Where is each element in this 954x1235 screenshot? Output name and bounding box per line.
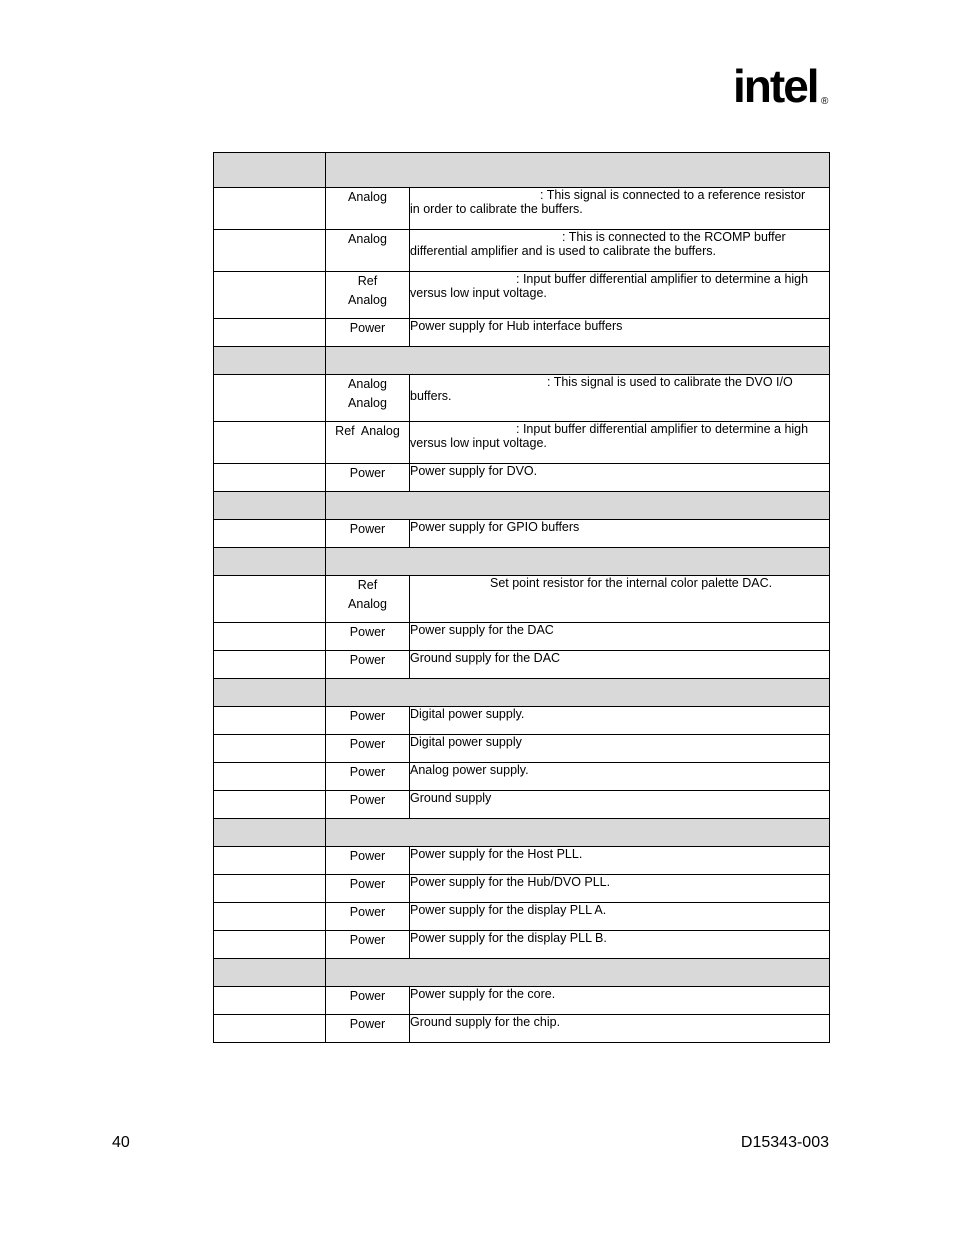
signal-type-cell <box>326 464 410 492</box>
signal-description-text: Ground supply for the DAC <box>410 651 561 665</box>
signal-description-cell <box>410 931 830 959</box>
signal-name-cell <box>214 791 326 819</box>
intel-logo-wordmark: intel <box>733 60 818 112</box>
signal-description-cell <box>410 987 830 1015</box>
signal-name-cell <box>214 422 326 464</box>
signal-type-cell <box>326 931 410 959</box>
signal-description-cell <box>410 576 830 623</box>
signal-description-text: differential amplifier and is used to calibrate the buffers. <box>410 244 716 258</box>
signal-type-text: Analog <box>348 377 387 391</box>
section-header-cell <box>214 959 326 987</box>
section-header-row <box>214 959 830 987</box>
section-header-row <box>214 548 830 576</box>
signal-row <box>214 319 830 347</box>
signal-type-text: Ref Analog <box>335 424 400 438</box>
signal-name-cell <box>214 272 326 319</box>
section-header-cell <box>214 548 326 576</box>
signal-type-cell <box>326 651 410 679</box>
signal-type-text: Power <box>349 933 386 947</box>
section-header-row <box>214 153 830 188</box>
signal-type-text: Power <box>349 737 386 751</box>
signal-type-cell <box>326 576 410 623</box>
signal-description-text: Power supply for the core. <box>410 987 556 1001</box>
signal-description-text: Power supply for the Host PLL. <box>410 847 583 861</box>
signal-row <box>214 520 830 548</box>
signal-row <box>214 903 830 931</box>
signal-description-text: : This signal is connected to a reference resistor <box>540 188 806 202</box>
signal-description-cell <box>410 763 830 791</box>
section-header-title-cell <box>326 548 830 576</box>
signal-name-cell <box>214 576 326 623</box>
signal-name-cell <box>214 875 326 903</box>
signal-type-cell <box>326 847 410 875</box>
signal-description-text: in order to calibrate the buffers. <box>410 202 583 216</box>
signal-type-cell <box>326 763 410 791</box>
signal-row <box>214 188 830 230</box>
signal-row <box>214 707 830 735</box>
signal-description-cell <box>410 520 830 548</box>
signal-type-text: Power <box>349 1017 386 1031</box>
signal-description-text: : This is connected to the RCOMP buffer <box>562 230 786 244</box>
signal-name-cell <box>214 651 326 679</box>
signal-type-text: Analog <box>348 232 387 246</box>
signal-type-text: Power <box>349 466 386 480</box>
signal-name-cell <box>214 520 326 548</box>
document-id: D15343-003 <box>740 1134 829 1151</box>
signal-description-text: Power supply for the DAC <box>410 623 554 637</box>
signal-row <box>214 230 830 272</box>
signal-row <box>214 464 830 492</box>
signal-type-text: Analog <box>348 597 387 611</box>
signal-type-text: Power <box>349 653 386 667</box>
signal-type-cell <box>326 623 410 651</box>
signal-type-cell <box>326 188 410 230</box>
signal-description-cell <box>410 375 830 422</box>
signal-name-cell <box>214 847 326 875</box>
signal-type-text: Power <box>349 989 386 1003</box>
signal-type-cell <box>326 791 410 819</box>
signal-row <box>214 791 830 819</box>
section-header-cell <box>214 679 326 707</box>
signal-row <box>214 931 830 959</box>
signal-description-text: Power supply for the Hub/DVO PLL. <box>410 875 611 889</box>
signal-row <box>214 847 830 875</box>
signal-type-cell <box>326 520 410 548</box>
signal-name-cell <box>214 987 326 1015</box>
signal-type-cell <box>326 319 410 347</box>
signal-name-cell <box>214 188 326 230</box>
signal-description-text: Digital power supply <box>410 735 522 749</box>
signal-type-text: Power <box>349 522 386 536</box>
signal-type-text: Ref <box>357 274 378 288</box>
signal-description-text: : Input buffer differential amplifier to determine a high <box>516 422 809 436</box>
signal-description-text: buffers. <box>410 389 452 403</box>
section-header-row <box>214 819 830 847</box>
signal-description-text: Power supply for GPIO buffers <box>410 520 580 534</box>
signal-description-text: Power supply for Hub interface buffers <box>410 319 623 333</box>
signal-description-text: : Input buffer differential amplifier to determine a high <box>516 272 809 286</box>
section-header-cell <box>214 153 326 188</box>
signal-description-cell <box>410 272 830 319</box>
signal-type-cell <box>326 875 410 903</box>
signal-description-text: Ground supply <box>410 791 492 805</box>
signal-description-text: Power supply for the display PLL A. <box>410 903 607 917</box>
signal-description-cell <box>410 319 830 347</box>
section-header-title-cell <box>326 959 830 987</box>
signal-row <box>214 735 830 763</box>
signal-type-text: Analog <box>348 293 387 307</box>
signal-row <box>214 875 830 903</box>
signal-description-cell <box>410 1015 830 1043</box>
signal-type-cell <box>326 987 410 1015</box>
signal-type-text: Power <box>349 877 386 891</box>
signal-name-cell <box>214 763 326 791</box>
signal-row <box>214 651 830 679</box>
section-header-cell <box>214 347 326 375</box>
signal-type-text: Power <box>349 849 386 863</box>
signal-description-text: versus low input voltage. <box>410 286 547 300</box>
signal-description-cell <box>410 651 830 679</box>
signal-name-cell <box>214 623 326 651</box>
signal-description-cell <box>410 707 830 735</box>
signal-type-text: Power <box>349 905 386 919</box>
section-header-row <box>214 347 830 375</box>
signal-description-table <box>213 152 830 1043</box>
signal-type-cell <box>326 422 410 464</box>
signal-table-body <box>214 153 830 1043</box>
signal-row <box>214 375 830 422</box>
signal-name-cell <box>214 931 326 959</box>
signal-type-text: Power <box>349 765 386 779</box>
intel-logo <box>733 58 833 118</box>
registered-mark: ® <box>821 96 829 107</box>
signal-type-cell <box>326 735 410 763</box>
signal-description-text: Digital power supply. <box>410 707 525 721</box>
signal-type-cell <box>326 903 410 931</box>
signal-type-cell <box>326 1015 410 1043</box>
signal-name-cell <box>214 230 326 272</box>
signal-type-cell <box>326 375 410 422</box>
signal-description-cell <box>410 791 830 819</box>
signal-description-cell <box>410 875 830 903</box>
signal-type-text: Analog <box>348 396 387 410</box>
section-header-title-cell <box>326 492 830 520</box>
signal-name-cell <box>214 707 326 735</box>
section-header-title-cell <box>326 679 830 707</box>
signal-row <box>214 576 830 623</box>
signal-name-cell <box>214 319 326 347</box>
signal-description-text: Power supply for DVO. <box>410 464 538 478</box>
signal-name-cell <box>214 735 326 763</box>
page-number: 40 <box>112 1134 130 1151</box>
signal-description-text: Analog power supply. <box>410 763 529 777</box>
signal-row <box>214 1015 830 1043</box>
signal-type-text: Power <box>349 793 386 807</box>
section-header-row <box>214 679 830 707</box>
signal-row <box>214 272 830 319</box>
signal-type-text: Power <box>349 321 386 335</box>
signal-description-text: Set point resistor for the internal color palette DAC. <box>490 576 773 590</box>
signal-type-cell <box>326 230 410 272</box>
signal-type-cell <box>326 272 410 319</box>
signal-description-cell <box>410 464 830 492</box>
signal-row <box>214 422 830 464</box>
signal-type-text: Ref <box>357 578 378 592</box>
section-header-cell <box>214 492 326 520</box>
signal-name-cell <box>214 1015 326 1043</box>
signal-type-text: Power <box>349 709 386 723</box>
signal-description-text: versus low input voltage. <box>410 436 547 450</box>
signal-row <box>214 987 830 1015</box>
signal-description-cell <box>410 188 830 230</box>
signal-name-cell <box>214 464 326 492</box>
section-header-row <box>214 492 830 520</box>
signal-description-cell <box>410 623 830 651</box>
signal-description-cell <box>410 735 830 763</box>
signal-description-cell <box>410 847 830 875</box>
signal-description-text: : This signal is used to calibrate the DVO I/O <box>547 375 793 389</box>
signal-description-cell <box>410 422 830 464</box>
signal-name-cell <box>214 903 326 931</box>
signal-description-cell <box>410 230 830 272</box>
section-header-title-cell <box>326 347 830 375</box>
signal-description-text: Ground supply for the chip. <box>410 1015 561 1029</box>
signal-type-cell <box>326 707 410 735</box>
signal-type-text: Analog <box>348 190 387 204</box>
signal-type-text: Power <box>349 625 386 639</box>
section-header-cell <box>214 819 326 847</box>
section-header-title-cell <box>326 153 830 188</box>
signal-name-cell <box>214 375 326 422</box>
signal-description-cell <box>410 903 830 931</box>
signal-row <box>214 763 830 791</box>
section-header-title-cell <box>326 819 830 847</box>
signal-row <box>214 623 830 651</box>
signal-description-text: Power supply for the display PLL B. <box>410 931 607 945</box>
